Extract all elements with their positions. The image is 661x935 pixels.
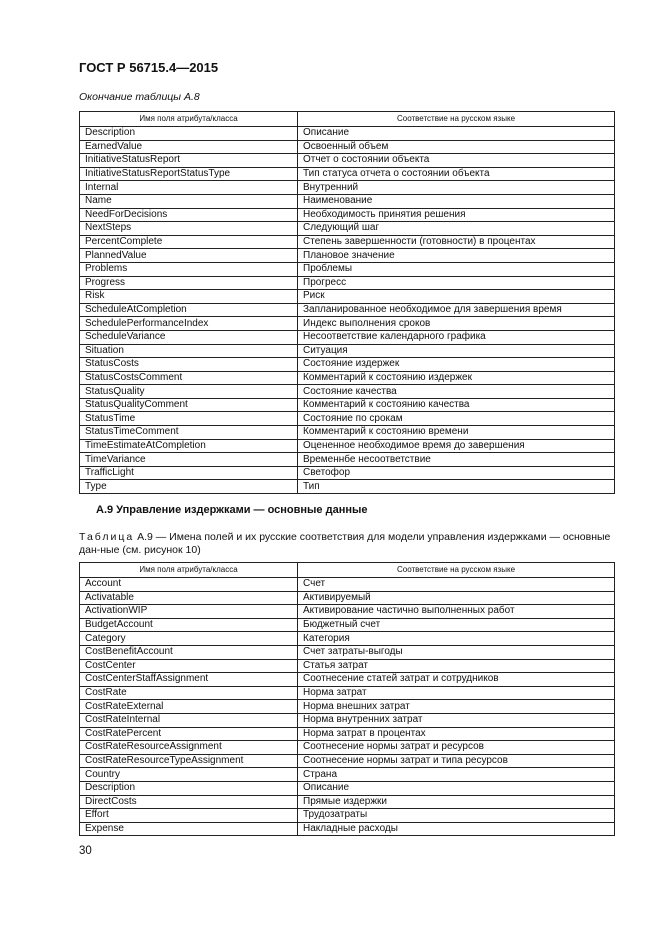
table-row [80, 605, 615, 619]
attribute-name-cell: ScheduleAtCompletion [80, 303, 298, 317]
table-row [80, 194, 615, 208]
table-header-row [80, 563, 615, 578]
russian-name-cell: Активируемый [298, 591, 615, 605]
table-row [80, 781, 615, 795]
table-row [80, 181, 615, 195]
attribute-name-cell: StatusCosts [80, 358, 298, 372]
russian-name-cell: Норма внешних затрат [298, 700, 615, 714]
document-header: ГОСТ Р 56715.4—2015 [79, 60, 219, 75]
russian-name-cell: Тип статуса отчета о состоянии объекта [298, 167, 615, 181]
russian-name-cell: Страна [298, 768, 615, 782]
russian-name-cell: Бюджетный счет [298, 618, 615, 632]
russian-name-cell: Риск [298, 290, 615, 304]
attribute-name-cell: EarnedValue [80, 140, 298, 154]
attribute-name-cell: ScheduleVariance [80, 330, 298, 344]
table-caption-prefix: Таблица [79, 531, 135, 543]
attribute-name-cell: Country [80, 768, 298, 782]
russian-name-cell: Соотнесение нормы затрат и ресурсов [298, 741, 615, 755]
russian-name-cell: Счет затраты-выгоды [298, 645, 615, 659]
table-row [80, 426, 615, 440]
attribute-name-cell: CostRate [80, 686, 298, 700]
table-row [80, 466, 615, 480]
russian-name-cell: Статья затрат [298, 659, 615, 673]
table-row [80, 673, 615, 687]
table-row [80, 167, 615, 181]
attribute-name-cell: BudgetAccount [80, 618, 298, 632]
russian-name-cell: Наименование [298, 194, 615, 208]
russian-name-cell: Необходимость принятия решения [298, 208, 615, 222]
attribute-name-cell: StatusQuality [80, 385, 298, 399]
russian-name-cell: Тип [298, 480, 615, 494]
russian-name-cell: Освоенный объем [298, 140, 615, 154]
table-a9-caption [79, 531, 614, 557]
table-row [80, 412, 615, 426]
attribute-name-cell: TrafficLight [80, 466, 298, 480]
russian-name-cell: Следующий шаг [298, 222, 615, 236]
attribute-name-cell: CostRateResourceTypeAssignment [80, 754, 298, 768]
table-row [80, 398, 615, 412]
table-row [80, 154, 615, 168]
attribute-name-cell: Internal [80, 181, 298, 195]
russian-name-cell: Несоответствие календарного графика [298, 330, 615, 344]
table-row [80, 127, 615, 141]
attribute-name-cell: ActivationWIP [80, 605, 298, 619]
attribute-name-cell: CostRateResourceAssignment [80, 741, 298, 755]
attribute-name-cell: InitiativeStatusReportStatusType [80, 167, 298, 181]
russian-name-cell: Оцененное необходимое время до завершения [298, 439, 615, 453]
table-a9 [79, 562, 615, 836]
table-row [80, 578, 615, 592]
attribute-name-cell: StatusCostsComment [80, 371, 298, 385]
table-row [80, 439, 615, 453]
table-row [80, 727, 615, 741]
table-row [80, 371, 615, 385]
table-row [80, 276, 615, 290]
russian-name-cell: Комментарий к состоянию времени [298, 426, 615, 440]
attribute-name-cell: CostRateInternal [80, 713, 298, 727]
russian-name-cell: Прямые издержки [298, 795, 615, 809]
attribute-name-cell: TimeEstimateAtCompletion [80, 439, 298, 453]
attribute-name-cell: PlannedValue [80, 249, 298, 263]
russian-name-cell: Активирование частично выполненных работ [298, 605, 615, 619]
attribute-name-cell: CostCenter [80, 659, 298, 673]
table-row [80, 344, 615, 358]
attribute-name-cell: Activatable [80, 591, 298, 605]
attribute-name-cell: Type [80, 480, 298, 494]
table-row [80, 645, 615, 659]
attribute-name-cell: SchedulePerformanceIndex [80, 317, 298, 331]
russian-name-cell: Норма затрат [298, 686, 615, 700]
attribute-name-cell: CostRatePercent [80, 727, 298, 741]
table-row [80, 222, 615, 236]
column-header-russian: Соответствие на русском языке [298, 112, 615, 127]
attribute-name-cell: NeedForDecisions [80, 208, 298, 222]
russian-name-cell: Описание [298, 127, 615, 141]
table-row [80, 809, 615, 823]
column-header-attribute: Имя поля атрибута/класса [80, 563, 298, 578]
table-continuation-caption: Окончание таблицы А.8 [79, 91, 200, 103]
russian-name-cell: Временнбе несоответствие [298, 453, 615, 467]
table-row [80, 330, 615, 344]
attribute-name-cell: Category [80, 632, 298, 646]
russian-name-cell: Состояние издержек [298, 358, 615, 372]
table-row [80, 686, 615, 700]
russian-name-cell: Ситуация [298, 344, 615, 358]
table-row [80, 754, 615, 768]
attribute-name-cell: DirectCosts [80, 795, 298, 809]
table-row [80, 591, 615, 605]
russian-name-cell: Категория [298, 632, 615, 646]
attribute-name-cell: Expense [80, 822, 298, 836]
attribute-name-cell: Risk [80, 290, 298, 304]
russian-name-cell: Накладные расходы [298, 822, 615, 836]
attribute-name-cell: StatusQualityComment [80, 398, 298, 412]
attribute-name-cell: TimeVariance [80, 453, 298, 467]
russian-name-cell: Светофор [298, 466, 615, 480]
column-header-attribute: Имя поля атрибута/класса [80, 112, 298, 127]
table-row [80, 453, 615, 467]
table-row [80, 385, 615, 399]
table-caption-text: А.9 — Имена полей и их русские соответствия для модели управления издержками — основные дан-ные (см. рисунок 10) [79, 531, 611, 556]
attribute-name-cell: Account [80, 578, 298, 592]
russian-name-cell: Счет [298, 578, 615, 592]
table-row [80, 290, 615, 304]
russian-name-cell: Прогресс [298, 276, 615, 290]
attribute-name-cell: Progress [80, 276, 298, 290]
attribute-name-cell: CostCenterStaffAssignment [80, 673, 298, 687]
russian-name-cell: Норма затрат в процентах [298, 727, 615, 741]
table-row [80, 358, 615, 372]
table-row [80, 618, 615, 632]
russian-name-cell: Комментарий к состоянию качества [298, 398, 615, 412]
table-header-row [80, 112, 615, 127]
table-row [80, 235, 615, 249]
attribute-name-cell: Problems [80, 262, 298, 276]
table-row [80, 262, 615, 276]
table-row [80, 480, 615, 494]
table-row [80, 317, 615, 331]
column-header-russian: Соответствие на русском языке [298, 563, 615, 578]
page-number: 30 [79, 845, 92, 857]
russian-name-cell: Состояние качества [298, 385, 615, 399]
attribute-name-cell: Description [80, 127, 298, 141]
table-row [80, 249, 615, 263]
table-row [80, 303, 615, 317]
table-row [80, 632, 615, 646]
attribute-name-cell: StatusTimeComment [80, 426, 298, 440]
russian-name-cell: Соотнесение нормы затрат и типа ресурсов [298, 754, 615, 768]
russian-name-cell: Соотнесение статей затрат и сотрудников [298, 673, 615, 687]
russian-name-cell: Трудозатраты [298, 809, 615, 823]
russian-name-cell: Степень завершенности (готовности) в процентах [298, 235, 615, 249]
russian-name-cell: Внутренний [298, 181, 615, 195]
russian-name-cell: Запланированное необходимое для завершения время [298, 303, 615, 317]
russian-name-cell: Индекс выполнения сроков [298, 317, 615, 331]
table-row [80, 713, 615, 727]
attribute-name-cell: CostBenefitAccount [80, 645, 298, 659]
table-row [80, 795, 615, 809]
section-heading: А.9 Управление издержками — основные данные [96, 504, 368, 516]
attribute-name-cell: Effort [80, 809, 298, 823]
russian-name-cell: Проблемы [298, 262, 615, 276]
table-row [80, 768, 615, 782]
table-row [80, 822, 615, 836]
attribute-name-cell: Description [80, 781, 298, 795]
russian-name-cell: Плановое значение [298, 249, 615, 263]
table-row [80, 659, 615, 673]
attribute-name-cell: CostRateExternal [80, 700, 298, 714]
russian-name-cell: Описание [298, 781, 615, 795]
attribute-name-cell: PercentComplete [80, 235, 298, 249]
attribute-name-cell: NextSteps [80, 222, 298, 236]
attribute-name-cell: InitiativeStatusReport [80, 154, 298, 168]
russian-name-cell: Состояние по срокам [298, 412, 615, 426]
table-row [80, 700, 615, 714]
table-row [80, 208, 615, 222]
russian-name-cell: Норма внутренних затрат [298, 713, 615, 727]
russian-name-cell: Комментарий к состоянию издержек [298, 371, 615, 385]
attribute-name-cell: StatusTime [80, 412, 298, 426]
table-a8 [79, 111, 615, 494]
attribute-name-cell: Situation [80, 344, 298, 358]
table-row [80, 741, 615, 755]
russian-name-cell: Отчет о состоянии объекта [298, 154, 615, 168]
attribute-name-cell: Name [80, 194, 298, 208]
table-row [80, 140, 615, 154]
